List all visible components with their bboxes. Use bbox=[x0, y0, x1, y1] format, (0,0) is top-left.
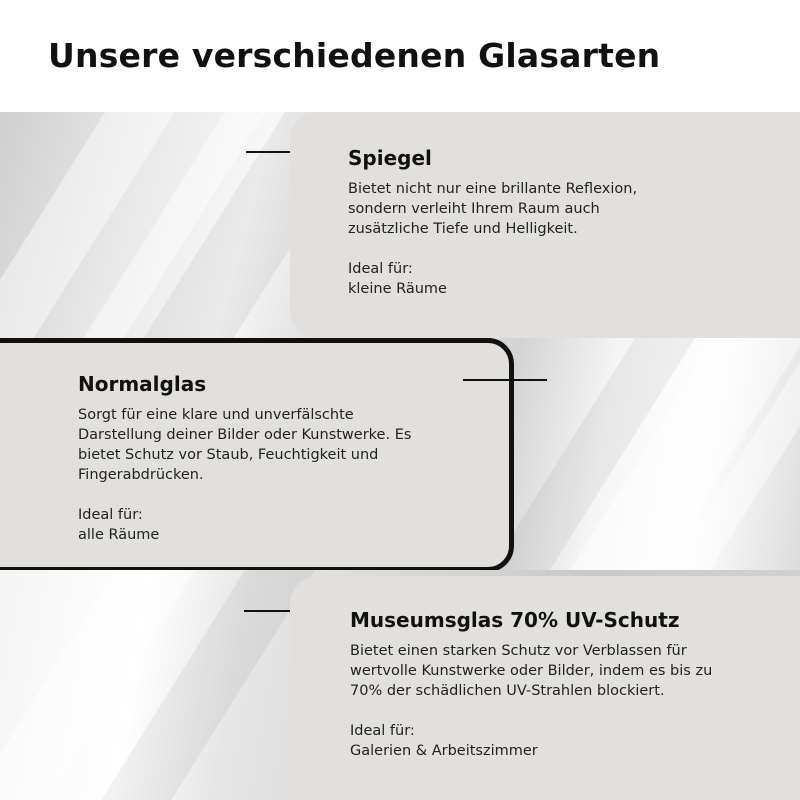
glass-card-title: Museumsglas 70% UV-Schutz bbox=[350, 608, 680, 632]
glass-card-mirror[interactable] bbox=[290, 112, 800, 338]
ideal-for-label: Ideal für: bbox=[78, 507, 143, 523]
ideal-for-label: Ideal für: bbox=[350, 723, 415, 739]
page-title: Unsere verschiedenen Glasarten bbox=[48, 36, 661, 75]
ideal-for-block bbox=[348, 259, 800, 299]
glass-card-museum-glass[interactable] bbox=[290, 576, 800, 800]
ideal-for-value: Galerien & Arbeitszimmer bbox=[350, 743, 538, 759]
glass-card-description: Bietet nicht nur eine brillante Reflexion, sondern verleiht Ihrem Raum auch zusätzliche Tiefe und Helligkeit. bbox=[348, 181, 638, 237]
glass-card-title: Spiegel bbox=[348, 146, 432, 170]
ideal-for-block bbox=[350, 721, 800, 761]
glass-card-normal-glass-selected[interactable] bbox=[0, 338, 514, 572]
glass-card-title: Normalglas bbox=[78, 372, 207, 396]
ideal-for-value: kleine Räume bbox=[348, 281, 447, 297]
connector-line-normal-glass bbox=[463, 379, 547, 381]
glass-card-description: Bietet einen starken Schutz vor Verblassen für wertvolle Kunstwerke oder Bilder, indem es bis zu 70% der schädlichen UV-Strahlen blockiert. bbox=[350, 643, 713, 699]
ideal-for-value: alle Räume bbox=[78, 527, 160, 543]
ideal-for-label: Ideal für: bbox=[348, 261, 413, 277]
glass-card-description: Sorgt für eine klare und unverfälschte Darstellung deiner Bilder oder Kunstwerke. Es bietet Schutz vor Staub, Feuchtigkeit und Fingerabdrücken. bbox=[78, 407, 412, 483]
ideal-for-block bbox=[78, 505, 509, 545]
